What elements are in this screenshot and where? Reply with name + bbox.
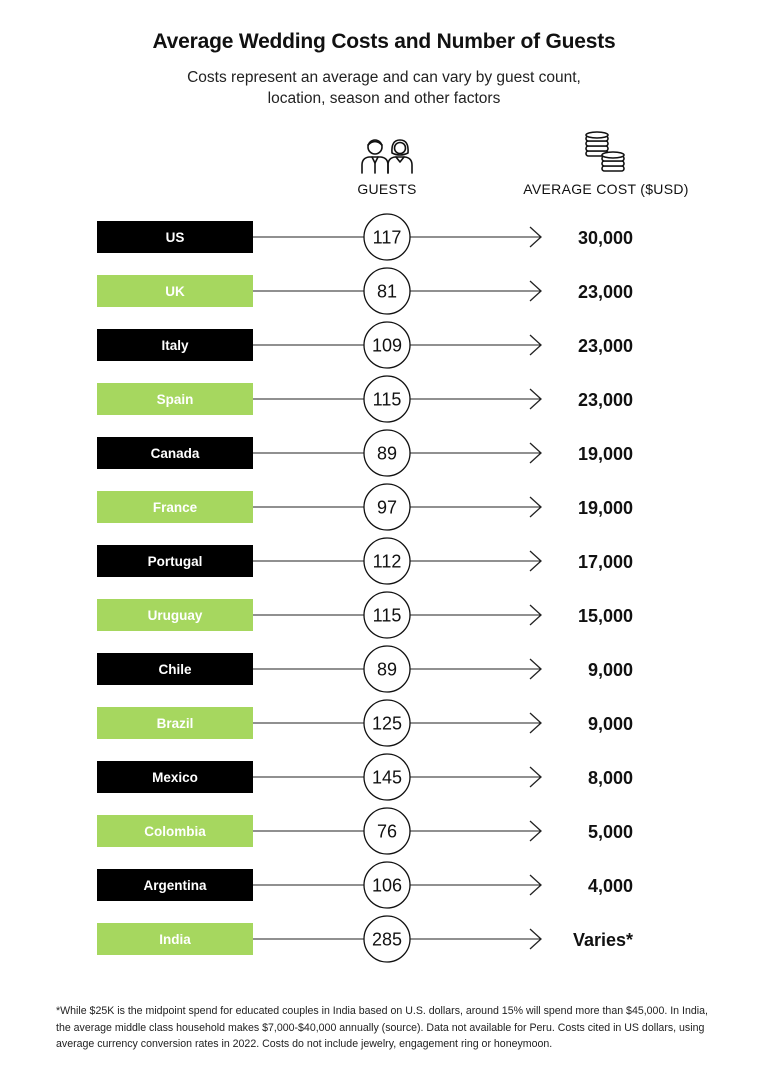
average-cost-label: 23,000 — [577, 282, 633, 302]
guest-count-label: 97 — [376, 497, 398, 518]
guest-count-label: 81 — [376, 281, 398, 302]
country-label: Mexico — [152, 770, 198, 785]
country-label: UK — [165, 284, 185, 299]
average-cost-label: 9,000 — [587, 660, 633, 680]
guest-count-label: 145 — [371, 767, 403, 788]
average-cost-label: 4,000 — [587, 876, 633, 896]
average-cost-label: 23,000 — [577, 390, 633, 410]
chart-subtitle: Costs represent an average and can vary by guest count, location, season and other factors — [187, 69, 581, 107]
guest-count-label: 109 — [371, 335, 403, 356]
guest-count-label: 285 — [371, 929, 403, 950]
country-label: India — [159, 932, 191, 947]
country-label: Brazil — [156, 716, 194, 731]
country-label: US — [165, 230, 185, 245]
average-cost-label: 19,000 — [577, 498, 633, 518]
guest-count-label: 89 — [376, 443, 398, 464]
chart-title: Average Wedding Costs and Number of Guests — [152, 30, 616, 53]
average-cost-label: 5,000 — [587, 822, 633, 842]
country-label: Canada — [150, 446, 200, 461]
average-cost-label: 23,000 — [577, 336, 633, 356]
average-cost-label: Varies* — [572, 930, 633, 950]
average-cost-label: 17,000 — [577, 552, 633, 572]
average-cost-label: 30,000 — [577, 228, 633, 248]
average-cost-label: 19,000 — [577, 444, 633, 464]
country-label: Italy — [161, 338, 189, 353]
country-label: France — [152, 500, 198, 515]
country-label: Colombia — [144, 824, 206, 839]
guest-count-label: 106 — [371, 875, 403, 896]
guest-count-label: 117 — [372, 227, 402, 248]
guest-count-label: 89 — [376, 659, 398, 680]
average-cost-label: 9,000 — [587, 714, 633, 734]
guest-count-label: 112 — [372, 551, 402, 572]
average-cost-label: 15,000 — [577, 606, 633, 626]
country-label: Uruguay — [147, 608, 203, 623]
footnote: *While $25K is the midpoint spend for educated couples in India based on U.S. dollars, around 15% will spend more than $45,000. In India, the average middle class household makes $7,000-$40,000 annually (source). Data not available for Peru. Costs cited in US dollars, using average currency conversion rates in 2022. Costs do not include jewelry, engagement ring or honeymoon. — [56, 1005, 708, 1050]
country-label: Argentina — [143, 878, 207, 893]
guest-count-label: 125 — [371, 713, 403, 734]
country-label: Chile — [158, 662, 192, 677]
country-label: Portugal — [147, 554, 203, 569]
average-cost-label: 8,000 — [587, 768, 633, 788]
country-label: Spain — [156, 392, 194, 407]
guest-count-label: 76 — [376, 821, 398, 842]
cost-column-header: AVERAGE COST ($USD) — [523, 181, 689, 197]
guest-count-label: 115 — [372, 605, 402, 626]
guests-column-header: GUESTS — [357, 181, 417, 197]
guest-count-label: 115 — [372, 389, 402, 410]
